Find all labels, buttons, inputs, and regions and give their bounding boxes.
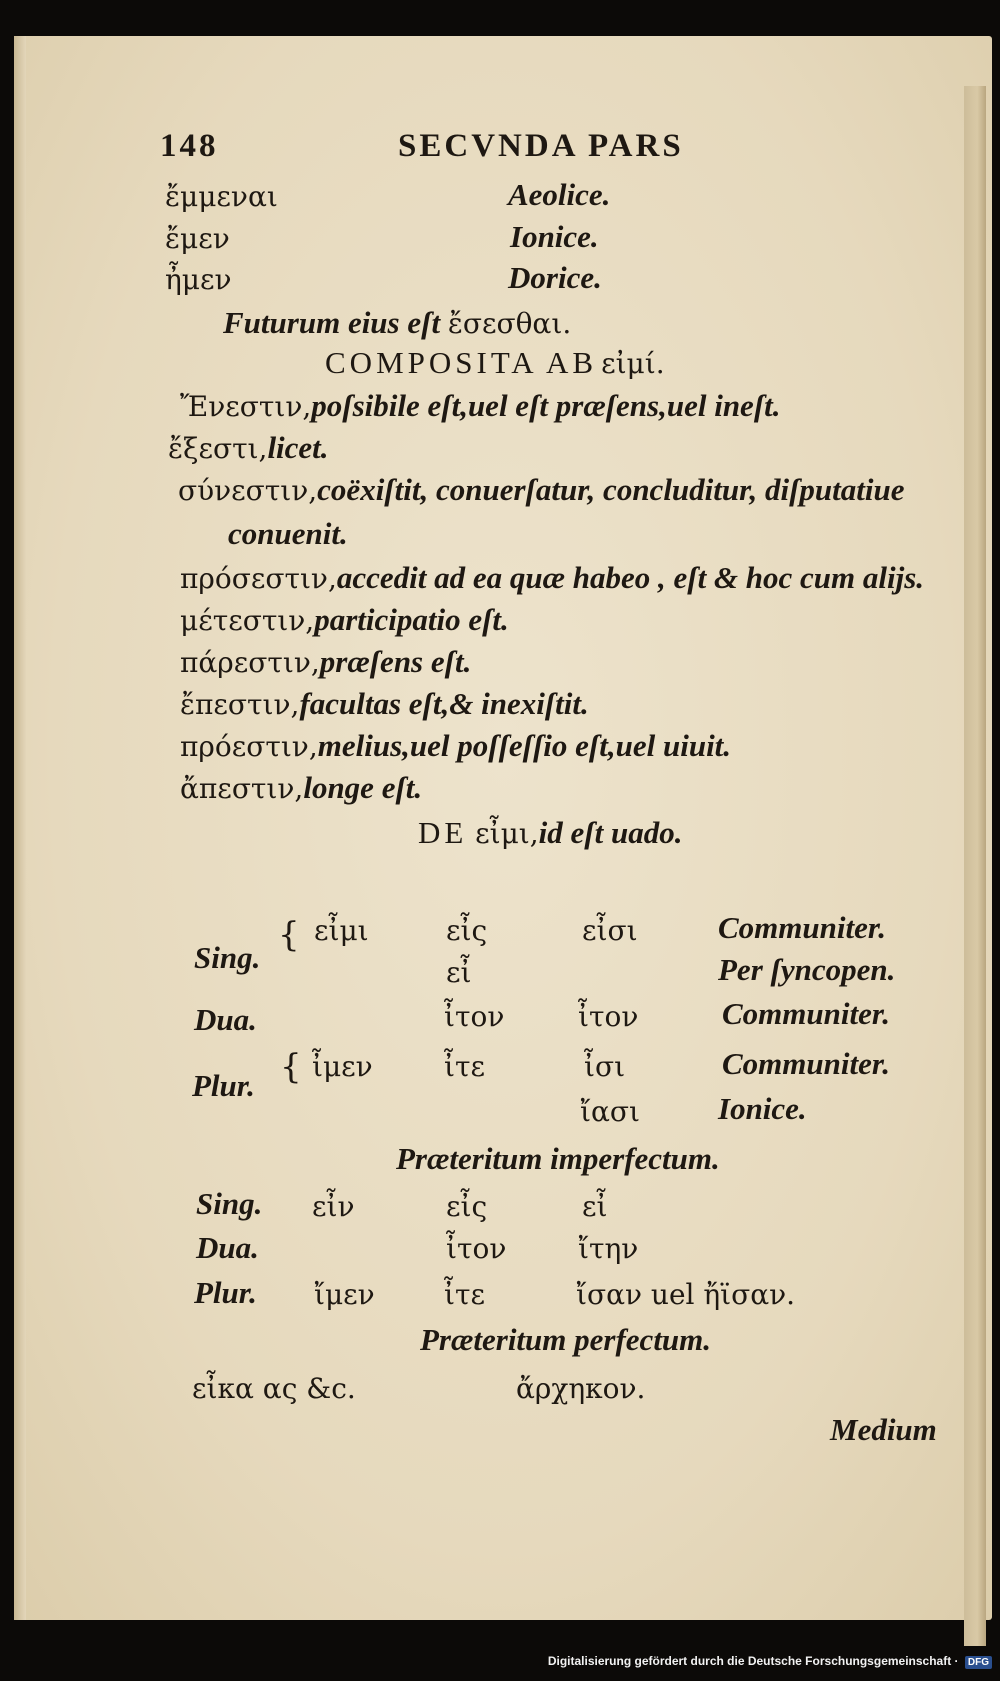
compound-latin-2: licet. xyxy=(267,430,329,465)
table1-r5-note: Ionice. xyxy=(718,1091,807,1126)
dialect-label-3: Dorice. xyxy=(508,260,602,295)
table2-r2-c2: ἶτον xyxy=(446,1232,507,1265)
perfect-left-form: εἶκα ας &c. xyxy=(192,1372,356,1405)
table2-r2-c3: ἴτην xyxy=(578,1232,639,1265)
futurum-line xyxy=(223,305,571,341)
compound-line-1 xyxy=(180,388,781,424)
digitization-footer xyxy=(548,1654,992,1669)
running-title: SECVNDA PARS xyxy=(398,128,684,164)
compound-latin-3: coëxiſtit, conuerſatur, concluditur, diſputatiue xyxy=(317,472,905,507)
table1-r1-c2: εἶς xyxy=(446,914,488,947)
table2-plur-label: Plur. xyxy=(194,1275,257,1310)
compound-greek-4: πρόσεστιν, xyxy=(180,562,337,595)
composita-caps: COMPOSITA AB xyxy=(325,345,598,380)
compound-latin-1: poſsibile eſt,uel eſt præſens,uel ineſt. xyxy=(311,388,781,423)
table1-dua-label: Dua. xyxy=(194,1002,257,1037)
compound-greek-8: πρόεστιν, xyxy=(180,730,318,763)
table2-r3-c1: ἴμεν xyxy=(314,1278,375,1311)
table1-r4-note: Communiter. xyxy=(722,1046,890,1081)
table1-r3-c3: ἶτον xyxy=(578,1000,639,1033)
greek-form-2: ἔμεν xyxy=(165,222,230,255)
de-eimi-heading xyxy=(418,815,682,851)
catchword: Medium xyxy=(830,1412,937,1447)
futurum-latin: Futurum eius eſt xyxy=(223,305,441,340)
dfg-logo: DFG xyxy=(965,1656,992,1669)
compound-latin-8: melius,uel poſſeſſio eſt,uel uiuit. xyxy=(317,728,732,763)
composita-heading xyxy=(325,345,665,381)
compound-greek-9: ἄπεστιν, xyxy=(180,772,304,805)
compound-line-5 xyxy=(180,602,509,638)
compound-line-6 xyxy=(180,644,471,680)
compound-greek-5: μέτεστιν, xyxy=(180,604,315,637)
compound-greek-6: πάρεστιν, xyxy=(180,646,320,679)
dialect-label-2: Ionice. xyxy=(510,219,599,254)
table2-r3-c2: ἶτε xyxy=(444,1278,485,1311)
compound-greek-1: Ἔνεστιν, xyxy=(180,390,312,423)
compound-latin-9: longe eſt. xyxy=(303,770,423,805)
futurum-greek: ἔσεσθαι. xyxy=(447,307,572,340)
compound-line-4 xyxy=(180,560,924,596)
table1-sing-label: Sing. xyxy=(194,940,261,975)
table1-r3-c2: ἶτον xyxy=(444,1000,505,1033)
compound-line-8 xyxy=(180,728,731,764)
table1-r4-c1: ἶμεν xyxy=(312,1050,373,1083)
table2-r1-c2: εἶς xyxy=(446,1190,488,1223)
dialect-label-1: Aeolice. xyxy=(508,177,611,212)
compound-latin-4: accedit ad ea quæ habeo , eſt & hoc cum alijs. xyxy=(336,560,925,595)
table1-plur-brace: { xyxy=(280,1047,302,1087)
composita-greek: εἰμί. xyxy=(601,347,665,380)
compound-greek-3: σύνεστιν, xyxy=(178,474,318,507)
table1-r5-c3: ἴασι xyxy=(580,1095,640,1128)
compound-continuation: conuenit. xyxy=(228,516,348,551)
greek-form-3: ἦμεν xyxy=(165,263,232,296)
table1-r4-c3: ἶσι xyxy=(584,1050,626,1083)
compound-line-9 xyxy=(180,770,422,806)
table1-r1-c1: εἶμι xyxy=(314,914,369,947)
compound-line-2 xyxy=(168,430,329,466)
page-left-edge xyxy=(14,36,26,1620)
table1-r2-note: Per ſyncopen. xyxy=(718,952,896,987)
table1-sing-brace: { xyxy=(278,915,300,955)
table1-r1-c3: εἶσι xyxy=(582,914,638,947)
table1-r2-c2: εἶ xyxy=(446,956,472,989)
page-number: 148 xyxy=(160,128,219,164)
page-right-edge xyxy=(964,86,986,1646)
table2-sing-label: Sing. xyxy=(196,1186,263,1221)
table2-r3-c3: ἴσαν uel ἤϊσαν. xyxy=(576,1278,796,1311)
compound-latin-6: præſens eſt. xyxy=(319,644,472,679)
perfect-right-form: ἄρχηκον. xyxy=(516,1372,646,1405)
table1-r4-c2: ἶτε xyxy=(444,1050,485,1083)
compound-greek-7: ἔπεστιν, xyxy=(180,688,300,721)
de-latin: id eſt uado. xyxy=(538,815,683,850)
de-caps: DE xyxy=(418,815,468,850)
imperfect-heading: Præteritum imperfectum. xyxy=(396,1141,720,1176)
perfect-heading: Præteritum perfectum. xyxy=(420,1322,712,1357)
footer-text: Digitalisierung gefördert durch die Deutsche Forschungsgemeinschaft · xyxy=(547,1654,959,1668)
table2-dua-label: Dua. xyxy=(196,1230,259,1265)
table1-r3-note: Communiter. xyxy=(722,996,890,1031)
table2-r1-c3: εἶ xyxy=(582,1190,608,1223)
compound-latin-7: facultas eſt,& inexiſtit. xyxy=(299,686,589,721)
compound-line-3 xyxy=(178,472,905,508)
table1-r1-note: Communiter. xyxy=(718,910,886,945)
table1-plur-label: Plur. xyxy=(192,1068,255,1103)
table2-r1-c1: εἶν xyxy=(312,1190,355,1223)
compound-latin-5: participatio eſt. xyxy=(314,602,509,637)
greek-form-1: ἔμμεναι xyxy=(165,180,278,213)
compound-greek-2: ἔξεστι, xyxy=(168,432,268,465)
compound-line-7 xyxy=(180,686,589,722)
de-greek: εἶμι, xyxy=(475,817,539,850)
